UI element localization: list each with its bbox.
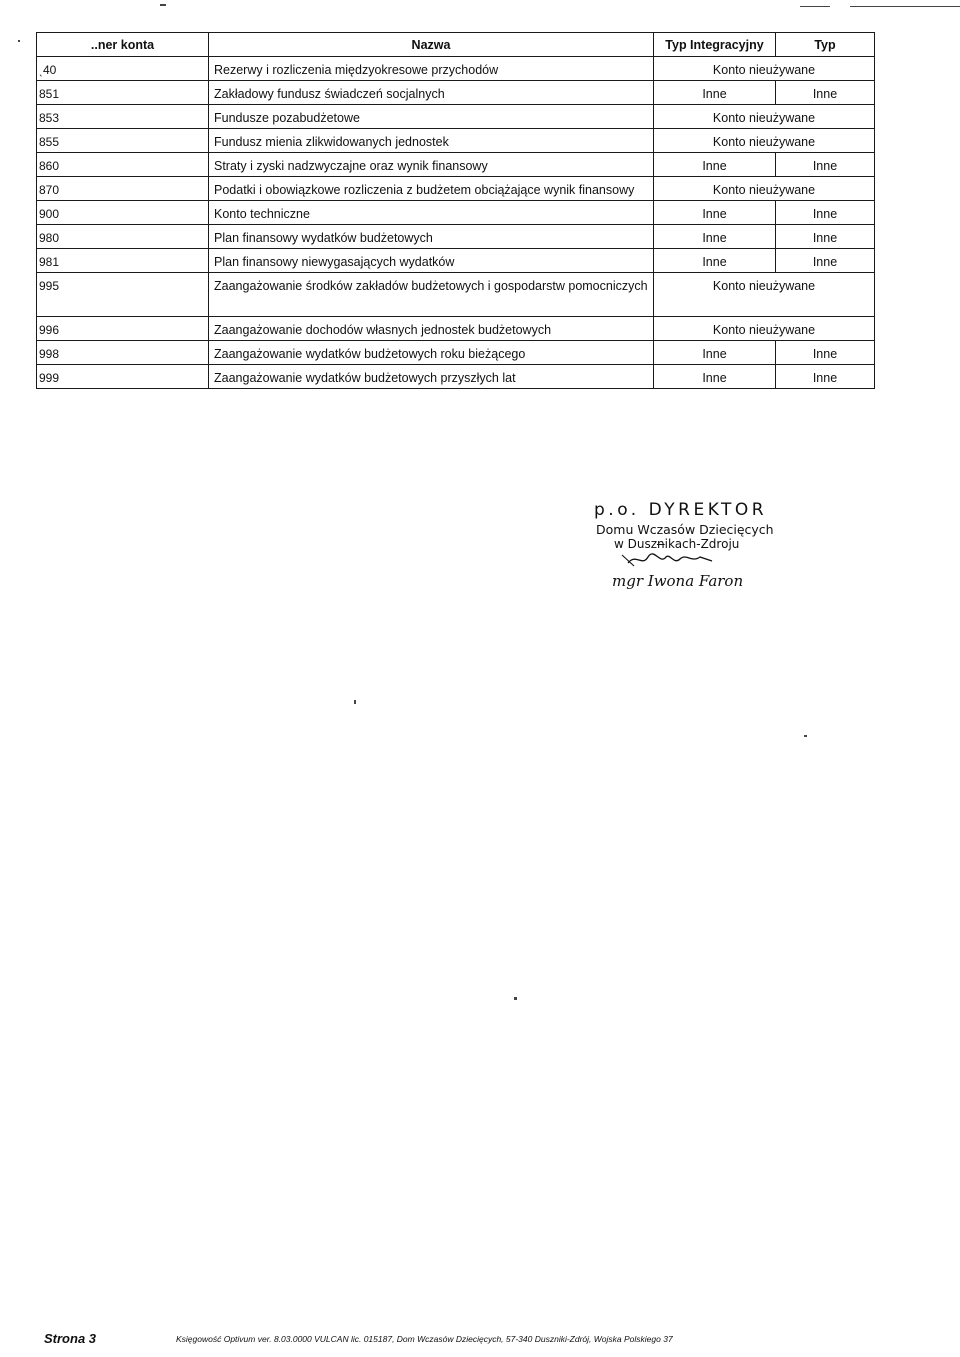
account-status-cell: Konto nieużywane [654, 105, 875, 129]
table-body [37, 57, 875, 389]
account-name-cell: Podatki i obowiązkowe rozliczenia z budżetem obciążające wynik finansowy [209, 177, 654, 201]
type-cell: Inne [776, 153, 875, 177]
table-row [37, 365, 875, 389]
account-name-cell: Zaangażowanie wydatków budżetowych roku bieżącego [209, 341, 654, 365]
account-name-cell: Konto techniczne [209, 201, 654, 225]
integration-type-cell: Inne [654, 341, 776, 365]
table-row [37, 177, 875, 201]
integration-type-cell: Inne [654, 201, 776, 225]
type-cell: Inne [776, 201, 875, 225]
account-number-cell: 996 [37, 317, 209, 341]
account-number-cell: 980 [37, 225, 209, 249]
account-status-cell: Konto nieużywane [654, 273, 875, 317]
footer-software-info: Księgowość Optivum ver. 8.03.0000 VULCAN lic. 015187, Dom Wczasów Dziecięcych, 57-340 Duszniki-Zdrój, Wojska Polskiego 37 [176, 1334, 673, 1344]
director-stamp [588, 500, 788, 590]
table-row [37, 341, 875, 365]
account-status-cell: Konto nieużywane [654, 177, 875, 201]
account-status-cell: Konto nieużywane [654, 57, 875, 81]
header-type: Typ [776, 33, 875, 57]
account-number-cell: 998 [37, 341, 209, 365]
header-name: Nazwa [209, 33, 654, 57]
type-cell: Inne [776, 81, 875, 105]
integration-type-cell: Inne [654, 81, 776, 105]
table-row [37, 153, 875, 177]
account-name-cell: Rezerwy i rozliczenia międzyokresowe przychodów [209, 57, 654, 81]
header-integration-type: Typ Integracyjny [654, 33, 776, 57]
header-account-number: ..ner konta [37, 33, 209, 57]
scan-speck [18, 40, 20, 42]
handwritten-signature [608, 551, 788, 567]
account-number-cell: 851 [37, 81, 209, 105]
account-name-cell: Fundusz mienia zlikwidowanych jednostek [209, 129, 654, 153]
table-row [37, 129, 875, 153]
scan-speck [514, 997, 517, 1000]
table-header-row [37, 33, 875, 57]
table-row [37, 225, 875, 249]
scan-speck [800, 6, 830, 7]
table-row [37, 201, 875, 225]
account-name-cell: Fundusze pozabudżetowe [209, 105, 654, 129]
type-cell: Inne [776, 341, 875, 365]
account-name-cell: Zakładowy fundusz świadczeń socjalnych [209, 81, 654, 105]
account-number-cell: 995 [37, 273, 209, 317]
type-cell: Inne [776, 225, 875, 249]
integration-type-cell: Inne [654, 249, 776, 273]
type-cell: Inne [776, 249, 875, 273]
accounts-table [36, 32, 875, 389]
scan-speck [804, 735, 807, 737]
account-number-cell: 900 [37, 201, 209, 225]
account-name-cell: Straty i zyski nadzwyczajne oraz wynik finansowy [209, 153, 654, 177]
integration-type-cell: Inne [654, 365, 776, 389]
account-number-cell: 870 [37, 177, 209, 201]
account-name-cell: Zaangażowanie dochodów własnych jednostek budżetowych [209, 317, 654, 341]
stamp-role: p.o. DYREKTOR [594, 500, 768, 520]
integration-type-cell: Inne [654, 225, 776, 249]
account-name-cell: Zaangażowanie środków zakładów budżetowych i gospodarstw pomocniczych [209, 273, 654, 317]
table-row [37, 249, 875, 273]
account-status-cell: Konto nieużywane [654, 129, 875, 153]
scan-speck [354, 700, 356, 704]
account-number-cell: 999 [37, 365, 209, 389]
scan-speck [850, 6, 960, 7]
table-row [37, 317, 875, 341]
table-row [37, 273, 875, 317]
account-status-cell: Konto nieużywane [654, 317, 875, 341]
type-cell: Inne [776, 365, 875, 389]
stamp-institution: Domu Wczasów Dziecięcych [596, 522, 774, 537]
table-row [37, 105, 875, 129]
account-name-cell: Zaangażowanie wydatków budżetowych przyszłych lat [209, 365, 654, 389]
stamp-location: w Duszn̶ikach-Zdroju [614, 537, 740, 551]
account-name-cell: Plan finansowy wydatków budżetowych [209, 225, 654, 249]
table-row [37, 81, 875, 105]
integration-type-cell: Inne [654, 153, 776, 177]
footer-page-number: Strona 3 [44, 1331, 97, 1346]
account-number-cell: 860 [37, 153, 209, 177]
stamp-person-name: mgr Iwona Faron [612, 572, 744, 590]
account-number-cell: 981 [37, 249, 209, 273]
account-number-cell: 855 [37, 129, 209, 153]
account-number-cell: 853 [37, 105, 209, 129]
scan-speck [160, 4, 166, 6]
table-row [37, 57, 875, 81]
account-number-cell: ˎ40 [37, 57, 209, 81]
account-name-cell: Plan finansowy niewygasających wydatków [209, 249, 654, 273]
